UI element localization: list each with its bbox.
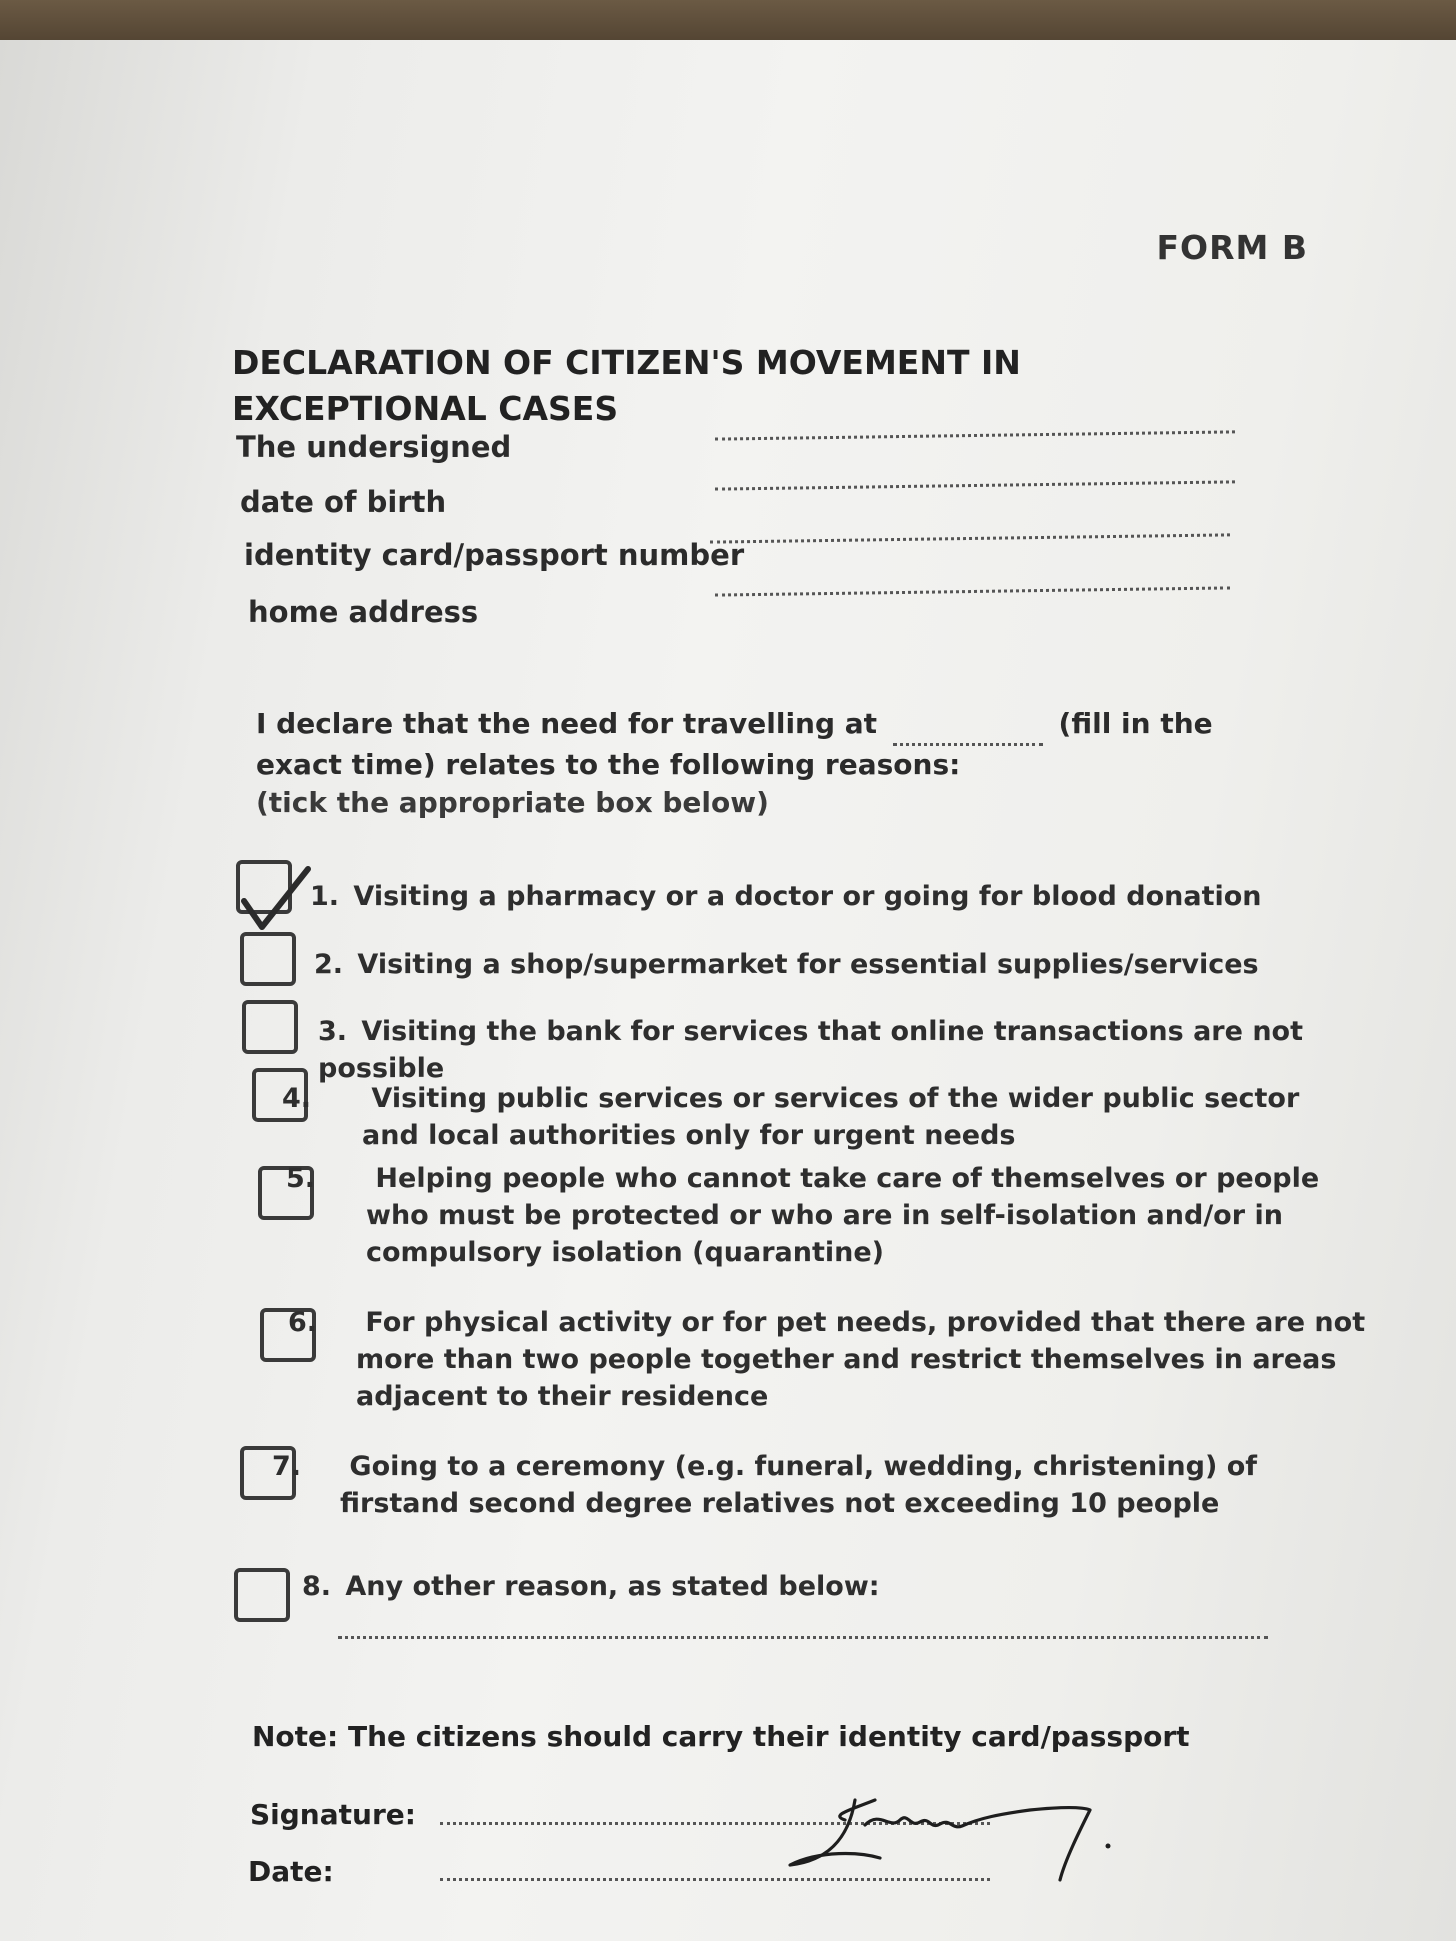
other-reason-line[interactable] — [338, 1634, 1268, 1639]
reason-item-8 — [302, 1568, 1302, 1605]
form-title: DECLARATION OF CITIZEN'S MOVEMENT IN EXCEPTIONAL CASES — [232, 343, 1021, 428]
reason-text: For physical activity or for pet needs, provided that there are not more than two people together and restrict themselves in areas adjacent to their residence — [356, 1307, 1366, 1412]
declaration-text — [256, 705, 1306, 822]
reason-number: 1. — [310, 881, 340, 912]
reason-item-3 — [318, 1013, 1338, 1087]
reason-text: Helping people who cannot take care of themselves or people who must be protected or who are in self-isolation and/or in compulsory isolation (quarantine) — [366, 1163, 1320, 1268]
checkbox-reason-2[interactable] — [240, 932, 296, 986]
reason-item-6 — [288, 1304, 1366, 1415]
checkbox-reason-8[interactable] — [234, 1568, 290, 1622]
reason-number: 2. — [314, 949, 344, 980]
reason-text: Any other reason, as stated below: — [345, 1571, 880, 1602]
note-text: Note: The citizens should carry their identity card/passport — [252, 1720, 1190, 1753]
reason-text: Visiting public services or services of the wider public sector and local authorities only for urgent needs — [362, 1083, 1300, 1151]
field-line-identity-number[interactable] — [710, 531, 1230, 543]
reason-number: 3. — [318, 1016, 348, 1047]
reason-text: Visiting the bank for services that online transactions are not possible — [318, 1016, 1303, 1084]
reason-text: Visiting a shop/supermarket for essential supplies/services — [357, 949, 1259, 980]
field-label-date-of-birth: date of birth — [240, 485, 447, 519]
form-id: FORM B — [1156, 228, 1308, 267]
reason-number: 5. — [286, 1163, 316, 1194]
field-line-home-address[interactable] — [715, 584, 1230, 596]
tick-instruction: (tick the appropriate box below) — [256, 786, 769, 819]
reason-item-1 — [310, 878, 1310, 915]
reason-item-5 — [286, 1160, 1366, 1271]
paper-sheet — [0, 40, 1456, 1941]
reason-number: 7. — [272, 1451, 302, 1482]
reason-number: 6. — [288, 1307, 318, 1338]
field-line-date-of-birth[interactable] — [715, 478, 1235, 490]
declaration-before: I declare that the need for travelling at — [256, 707, 878, 740]
handwritten-signature — [780, 1780, 1120, 1890]
field-label-home-address: home address — [248, 595, 479, 629]
reason-number: 4. — [282, 1083, 312, 1114]
reason-item-7 — [272, 1448, 1380, 1522]
checkbox-reason-3[interactable] — [242, 1000, 298, 1054]
field-label-identity-number: identity card/passport number — [244, 538, 745, 572]
declaration-after: (fill in the exact time) relates to the following reasons: — [256, 707, 1213, 781]
reason-item-4 — [282, 1080, 1362, 1154]
reason-text: Going to a ceremony (e.g. funeral, wedding, christening) of firstand second degree relatives not exceeding 10 people — [340, 1451, 1258, 1519]
field-label-undersigned: The undersigned — [236, 430, 512, 464]
date-line[interactable] — [440, 1876, 990, 1881]
reason-item-2 — [314, 946, 1314, 983]
date-label: Date: — [248, 1855, 334, 1888]
reason-number: 8. — [302, 1571, 332, 1602]
time-field-line[interactable] — [893, 705, 1043, 746]
reason-text: Visiting a pharmacy or a doctor or going for blood donation — [353, 881, 1262, 912]
signature-label: Signature: — [250, 1798, 416, 1831]
